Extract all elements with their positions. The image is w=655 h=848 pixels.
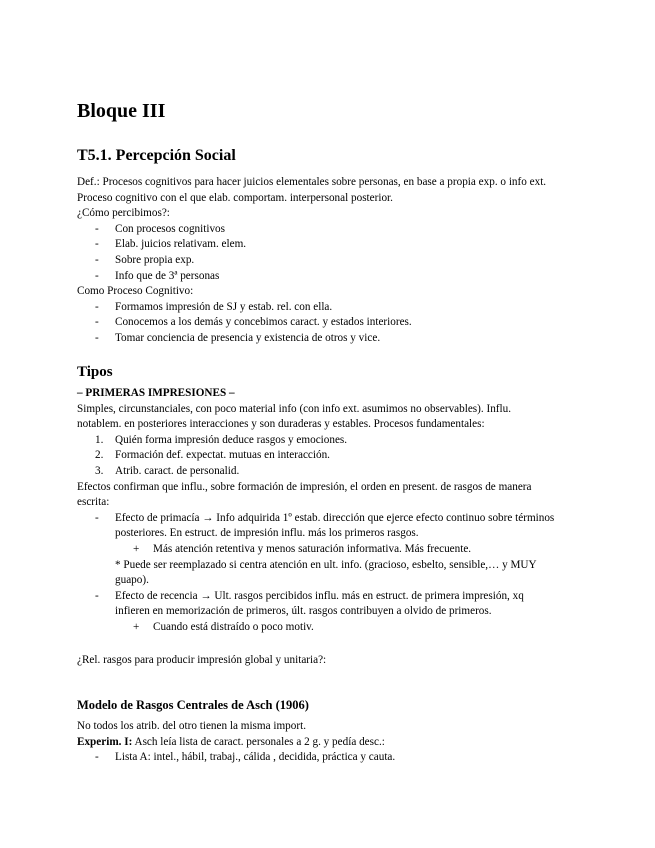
- list-item-recencia: - Efecto de recencia → Ult. rasgos percibidos influ. más en estruct. de primera impresión, xq: [95, 589, 524, 602]
- asch-heading: Modelo de Rasgos Centrales de Asch (1906): [77, 698, 309, 712]
- def-line-2: Proceso cognitivo con el que elab. comportam. interpersonal posterior.: [77, 191, 393, 204]
- primacia-line-2: posteriores. En estruct. de impresión influ. más los primeros rasgos.: [115, 527, 419, 540]
- rel-question: ¿Rel. rasgos para producir impresión global y unitaria?:: [77, 654, 327, 666]
- rel-question-block: [77, 653, 579, 669]
- primeras-block: [77, 386, 579, 636]
- experim-label: Experim. I:: [77, 735, 133, 748]
- asch-line: No todos los atrib. del otro tienen la misma import.: [77, 720, 306, 732]
- list-item: - Info que de 3ª personas: [95, 269, 220, 282]
- definition-block: [77, 175, 579, 347]
- primeras-heading: – PRIMERAS IMPRESIONES –: [77, 387, 235, 399]
- page-title: Bloque III: [77, 100, 166, 122]
- def-line-1: Def.: Procesos cognitivos para hacer juicios elementales sobre personas, en base a propia exp. o info ext.: [77, 176, 547, 188]
- list-item: - Sobre propia exp.: [95, 253, 195, 266]
- efectos-line-2: escrita:: [77, 496, 110, 509]
- primacia-plus-item: + Más atención retentiva y menos saturación informativa. Más frecuente.: [133, 542, 472, 555]
- numbered-item: 2. Formación def. expectat. mutuas en interacción.: [95, 449, 330, 462]
- efectos-line-1: Efectos confirman que influ., sobre formación de impresión, el orden en present. de rasgos de manera: [77, 480, 532, 493]
- list-item: - Elab. juicios relativam. elem.: [95, 238, 247, 251]
- list-item: - Con procesos cognitivos: [95, 222, 226, 235]
- list-item-primacia: - Efecto de primacía → Info adquirida 1º estab. dirección que ejerce efecto continuo sobre términos: [95, 511, 555, 524]
- recencia-line-2: infieren en memorización de primeros, últ. rasgos contribuyen a olvido de primeros.: [115, 605, 492, 618]
- experim-text: Asch leía lista de caract. personales a 2 g. y pedía desc.:: [132, 735, 385, 748]
- list-item: - Conocemos a los demás y concebimos caract. y estados interiores.: [95, 316, 412, 329]
- list-item: - Formamos impresión de SJ y estab. rel. con ella.: [95, 300, 333, 313]
- primacia-star-line-2: guapo).: [115, 574, 149, 587]
- numbered-item: 1. Quién forma impresión deduce rasgos y emociones.: [95, 433, 348, 446]
- recencia-plus-item: + Cuando está distraído o poco motiv.: [133, 620, 314, 633]
- primacia-star-line-1: * Puede ser reemplazado si centra atención en ult. info. (gracioso, esbelto, sensible,… y MUY: [115, 558, 537, 571]
- experim-line: [77, 735, 579, 751]
- como-question: ¿Cómo percibimos?:: [77, 207, 170, 220]
- section-heading: T5.1. Percepción Social: [77, 147, 236, 164]
- numbered-item: 3. Atrib. caract. de personalid.: [95, 464, 240, 477]
- simples-line-2: notablem. en posteriores interacciones y son duraderas y estables. Procesos fundamentales:: [77, 418, 485, 431]
- asch-block: [77, 719, 579, 766]
- simples-line-1: Simples, circunstanciales, con poco material info (con info ext. asumimos no observables). Influ.: [77, 402, 512, 415]
- proceso-label: Como Proceso Cognitivo:: [77, 285, 194, 298]
- list-item: - Tomar conciencia de presencia y existencia de otros y vice.: [95, 331, 381, 344]
- list-item: - Lista A: intel., hábil, trabaj., cálida , decidida, práctica y cauta.: [95, 751, 396, 764]
- tipos-heading: Tipos: [77, 364, 113, 380]
